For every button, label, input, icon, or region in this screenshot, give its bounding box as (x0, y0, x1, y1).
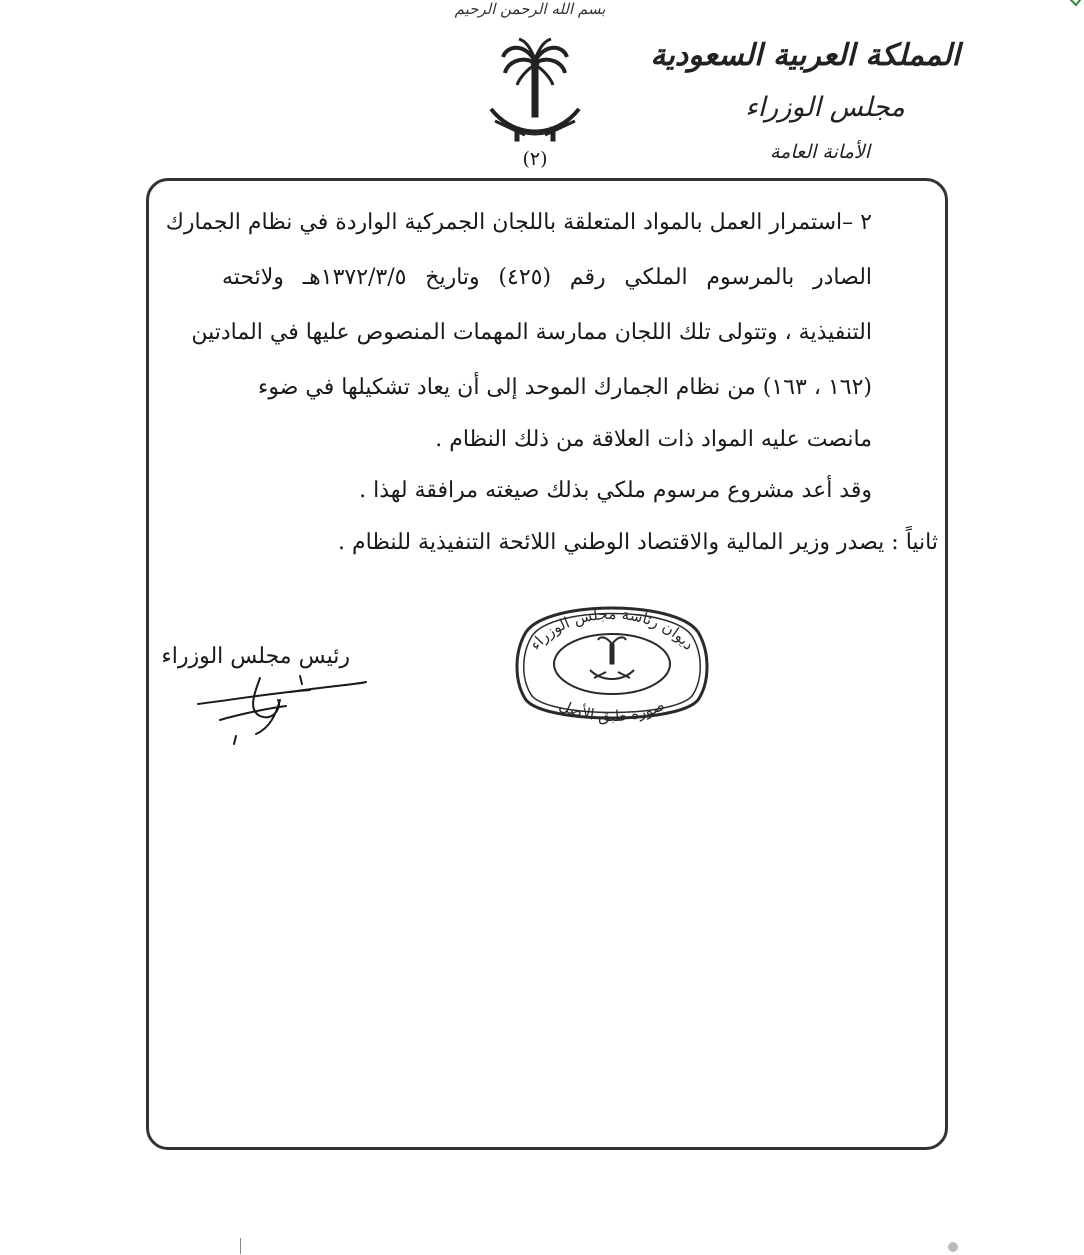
seal-top-text: ديوان رئاسة مجلس الوزراء (526, 604, 698, 654)
secretariat-title: الأمانة العامة (770, 141, 870, 163)
handwritten-signature (190, 670, 380, 750)
scan-mark (240, 1238, 247, 1254)
body-line: الصادر بالمرسوم الملكي رقم (٤٢٥) وتاريخ ١٣٧٢/٣/٥هـ ولائحته (222, 265, 873, 290)
body-line: (١٦٢ ، ١٦٣) من نظام الجمارك الموحد إلى أن يعاد تشكيلها في ضوء (258, 375, 872, 400)
kingdom-title: المملكة العربية السعودية (650, 38, 960, 73)
draft-note: وقد أعد مشروع مرسوم ملكي بذلك صيغته مرافقة لهذا . (359, 478, 872, 503)
body-line: التنفيذية ، وتتولى تلك اللجان ممارسة المهمات المنصوص عليها في المادتين (191, 320, 872, 345)
page-number: (٢) (522, 148, 548, 170)
basmala: بسم الله الرحمن الرحيم (454, 0, 606, 18)
svg-text:صورة طبق الأصل (557, 696, 668, 725)
body-line: مانصت عليه المواد ذات العلاقة من ذلك النظام . (435, 427, 872, 452)
corner-mark (1066, 0, 1084, 8)
palm-swords-emblem-icon (485, 35, 585, 155)
council-title: مجلس الوزراء (745, 92, 905, 123)
seal-bottom-text: صورة طبق الأصل (556, 695, 668, 726)
second-clause: ثانياً : يصدر وزير المالية والاقتصاد الوطني اللائحة التنفيذية للنظام . (338, 530, 938, 555)
body-line: ٢ –استمرار العمل بالمواد المتعلقة باللجان الجمركية الواردة في نظام الجمارك (165, 210, 872, 235)
scan-mark (948, 1242, 958, 1252)
signatory-title: رئيس مجلس الوزراء (161, 644, 350, 669)
official-seal-stamp (506, 592, 718, 734)
